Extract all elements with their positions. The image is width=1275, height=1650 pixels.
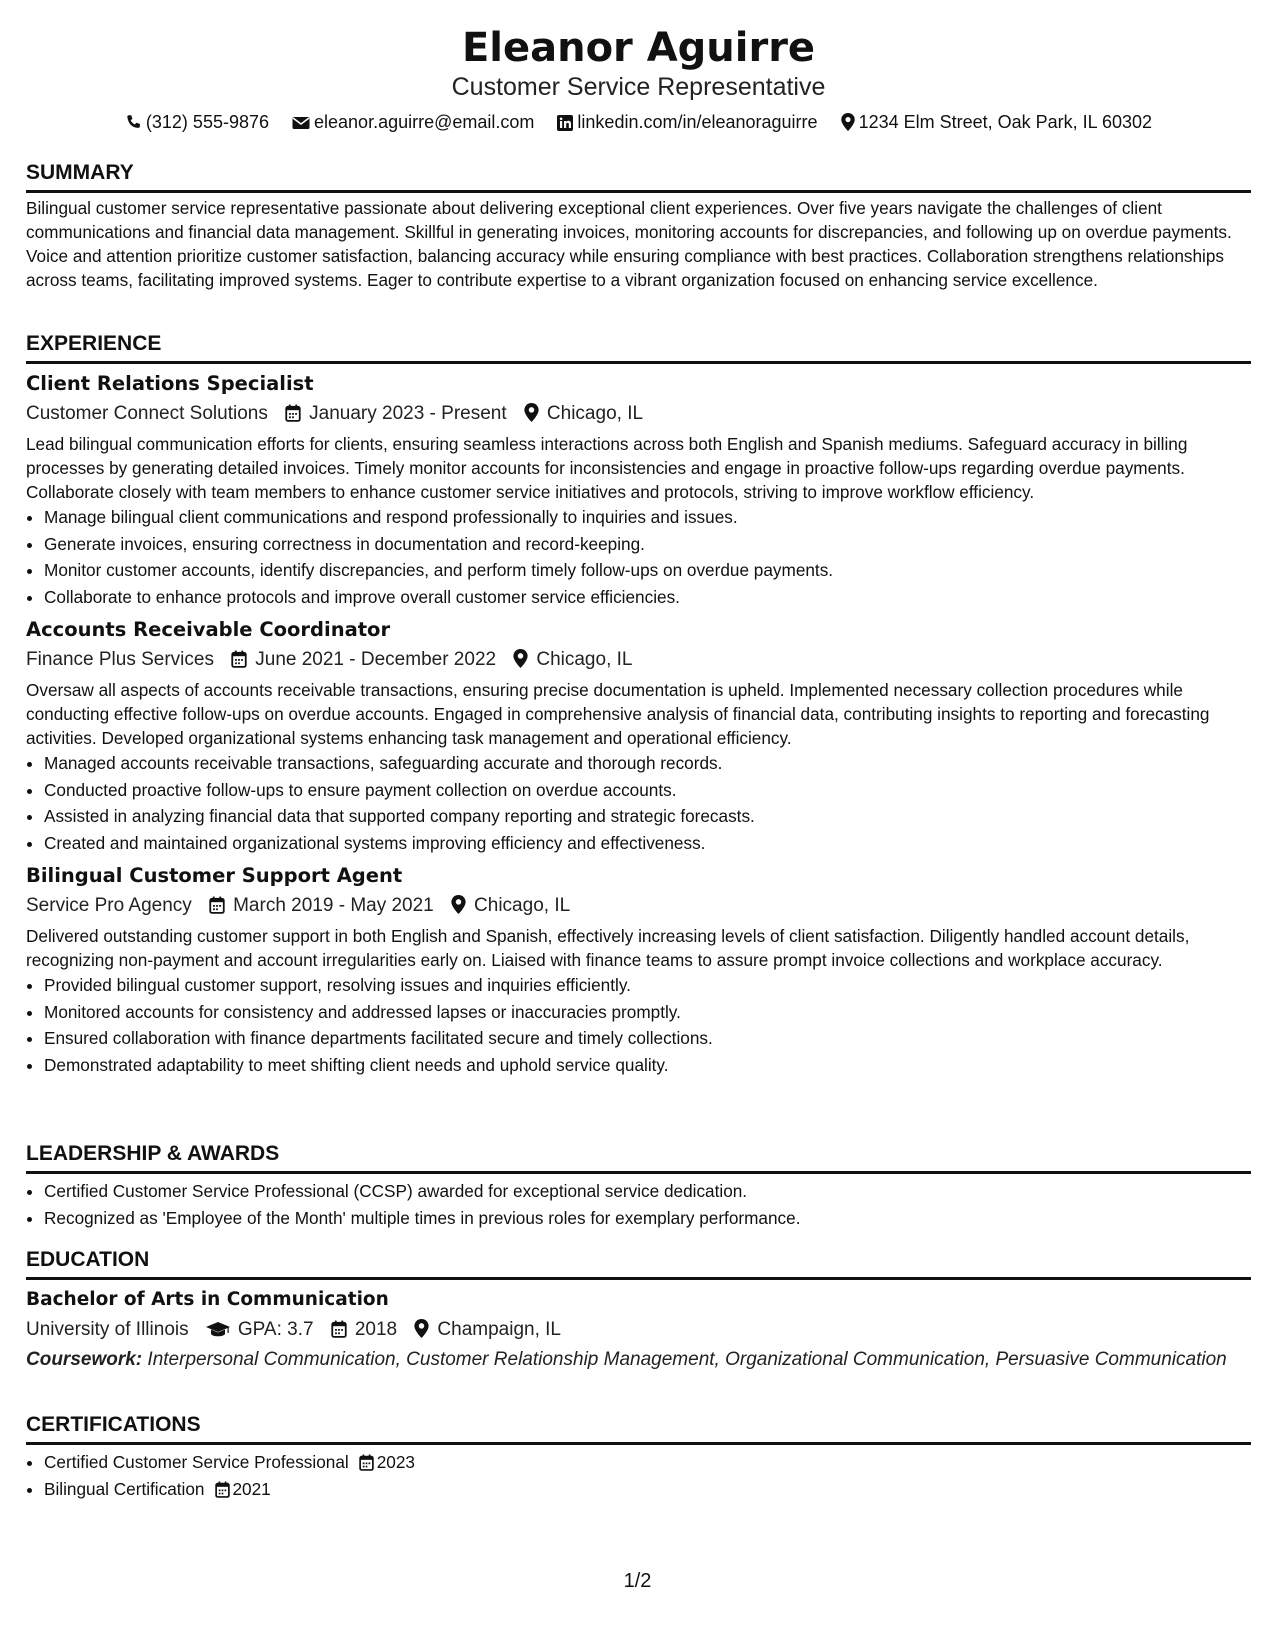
gpa [206,1316,314,1344]
education-meta [26,1316,1251,1344]
job-dates [285,400,507,428]
section-heading: SUMMARY [26,160,1251,193]
address-text: 1234 Elm Street, Oak Park, IL 60302 [858,112,1153,132]
map-pin-icon [513,649,528,668]
certifications-list [26,1449,1251,1502]
contact-email[interactable] [292,110,534,134]
cert-date [205,1479,271,1499]
job-meta [26,892,1251,920]
list-item: • Provided bilingual customer support, resolving issues and inquiries efficiently. [44,972,1251,999]
calendar-icon [285,404,301,422]
awards-list [26,1178,1251,1231]
list-item: • Collaborate to enhance protocols and improve overall customer service efficiencies. [44,584,1251,611]
linkedin-text: linkedin.com/in/eleanoraguirre [577,112,818,132]
graduation-cap-icon [206,1320,230,1338]
phone-icon [125,114,142,131]
job-bullets [26,972,1251,1078]
list-item: • Conducted proactive follow-ups to ensure payment collection on overdue accounts. [44,777,1251,804]
dates-text: January 2023 - Present [309,403,507,424]
year-text: 2018 [354,1319,398,1340]
map-pin-icon [451,895,466,914]
linkedin-icon [557,115,573,131]
job-description: Delivered outstanding customer support in both English and Spanish, effectively increasing levels of client satisfaction. Diligently handled account details, recognizing non-payment and account irregularities early on. Liaised with finance teams to assure prompt invoice collections and workplace accuracy. [26,926,1190,970]
contact-linkedin[interactable] [557,110,817,134]
cert-year: 2021 [232,1478,271,1499]
calendar-icon [231,650,247,668]
company-name: Finance Plus Services [26,649,214,670]
section-heading: LEADERSHIP & AWARDS [26,1141,1251,1174]
job-entry [26,370,1251,610]
list-item: • Recognized as 'Employee of the Month' multiple times in previous roles for exemplary performance. [44,1205,1251,1232]
summary-text: Bilingual customer service representative passionate about delivering exceptional client experiences. Over five years navigate the challenges of client communications and financial data management. Skillful in generating invoices, monitoring accounts for discrepancies, and following up on overdue payments. Voice and attention prioritize customer satisfaction, balancing accuracy while ensuring compliance with best practices. Collaboration strengthens relationships across teams, facilitating improved systems. Eager to contribute expertise to a vibrant organization focused on enhancing service excellence. [26,198,1232,290]
job-location [513,646,632,674]
resume-name: Eleanor Aguirre [461,25,816,71]
list-item: • Demonstrated adaptability to meet shifting client needs and uphold service quality. [44,1052,1251,1079]
dates-text: June 2021 - December 2022 [255,649,497,670]
job-dates [231,646,496,674]
list-item: • Ensured collaboration with finance departments facilitated secure and timely collections. [44,1025,1251,1052]
resume-title: Customer Service Representative [451,73,826,101]
coursework-label: Coursework: [26,1349,143,1370]
job-title: Bilingual Customer Support Agent [26,864,403,887]
section-heading: CERTIFICATIONS [26,1412,1251,1445]
location-text: Chicago, IL [546,403,644,424]
certifications-section [26,1412,1251,1502]
job-meta [26,400,1251,428]
gpa-text: GPA: 3.7 [237,1319,314,1340]
calendar-icon [331,1320,347,1338]
list-item: • Generate invoices, ensuring correctness in documentation and record-keeping. [44,531,1251,558]
list-item: • Managed accounts receivable transactions, safeguarding accurate and thorough records. [44,750,1251,777]
job-location [451,892,570,920]
graduation-year [331,1316,397,1344]
dates-text: March 2019 - May 2021 [233,895,434,916]
calendar-icon [209,896,225,914]
job-bullets [26,750,1251,856]
job-bullets [26,504,1251,610]
location-text: Champaign, IL [437,1319,561,1340]
degree-title: Bachelor of Arts in Communication [26,1289,389,1310]
experience-section [26,331,1251,1078]
contact-phone[interactable] [125,110,269,134]
contact-bar [26,110,1251,134]
email-text: eleanor.aguirre@email.com [314,112,535,132]
list-item: • Certified Customer Service Professional (CCSP) awarded for exceptional service dedication. [44,1178,1251,1205]
leadership-section [26,1141,1251,1231]
job-entry [26,862,1251,1078]
envelope-icon [292,115,310,131]
summary-section [26,160,1251,292]
location-text: Chicago, IL [474,895,571,916]
calendar-icon [215,1481,230,1498]
company-name: Customer Connect Solutions [26,403,268,424]
school-location [414,1316,561,1344]
list-item [44,1476,1251,1503]
list-item: • Monitored accounts for consistency and addressed lapses or inaccuracies promptly. [44,999,1251,1026]
coursework [26,1348,1251,1372]
map-pin-icon [841,113,855,131]
job-entry [26,616,1251,856]
contact-address [841,110,1153,134]
job-title: Client Relations Specialist [26,372,314,395]
job-location [524,400,643,428]
list-item: • Monitor customer accounts, identify discrepancies, and perform timely follow-ups on overdue payments. [44,557,1251,584]
section-heading: EXPERIENCE [26,331,1251,364]
job-dates [209,892,434,920]
section-heading: EDUCATION [26,1247,1251,1280]
cert-name: Bilingual Certification [44,1478,205,1499]
calendar-icon [359,1454,374,1471]
map-pin-icon [414,1319,429,1338]
list-item: • Created and maintained organizational systems improving efficiency and effectiveness. [44,830,1251,857]
coursework-text: Interpersonal Communication, Customer Relationship Management, Organizational Communication, Persuasive Communication [142,1349,1227,1370]
list-item: • Assisted in analyzing financial data that supported company reporting and strategic forecasts. [44,803,1251,830]
cert-date [349,1452,415,1472]
job-title: Accounts Receivable Coordinator [26,618,391,641]
education-section [26,1247,1251,1372]
job-description: Oversaw all aspects of accounts receivable transactions, ensuring precise documentation is upheld. Implemented necessary collection procedures while conducting effective follow-ups on overdue accounts. Engaged in comprehensive analysis of financial data, contributing insights to reporting and forecasting activities. Developed organizational systems enhancing task management and operational efficiency. [26,680,1210,748]
list-item [44,1449,1251,1476]
phone-text: (312) 555-9876 [145,112,269,132]
job-description: Lead bilingual communication efforts for clients, ensuring seamless interactions across both English and Spanish mediums. Safeguard accuracy in billing processes by generating detailed invoices. Timely monitor accounts for inconsistencies and engage in proactive follow-ups regarding overdue payments. Collaborate closely with team members to enhance customer service initiatives and protocols, striving to improve workflow efficiency. [26,434,1188,502]
page-number: 1/2 [623,1570,652,1592]
map-pin-icon [524,403,539,422]
list-item: • Manage bilingual client communications and respond professionally to inquiries and issues. [44,504,1251,531]
job-meta [26,646,1251,674]
cert-name: Certified Customer Service Professional [44,1452,349,1472]
company-name: Service Pro Agency [26,895,192,916]
location-text: Chicago, IL [536,649,633,670]
cert-year: 2023 [376,1452,415,1472]
school-name: University of Illinois [26,1319,189,1340]
